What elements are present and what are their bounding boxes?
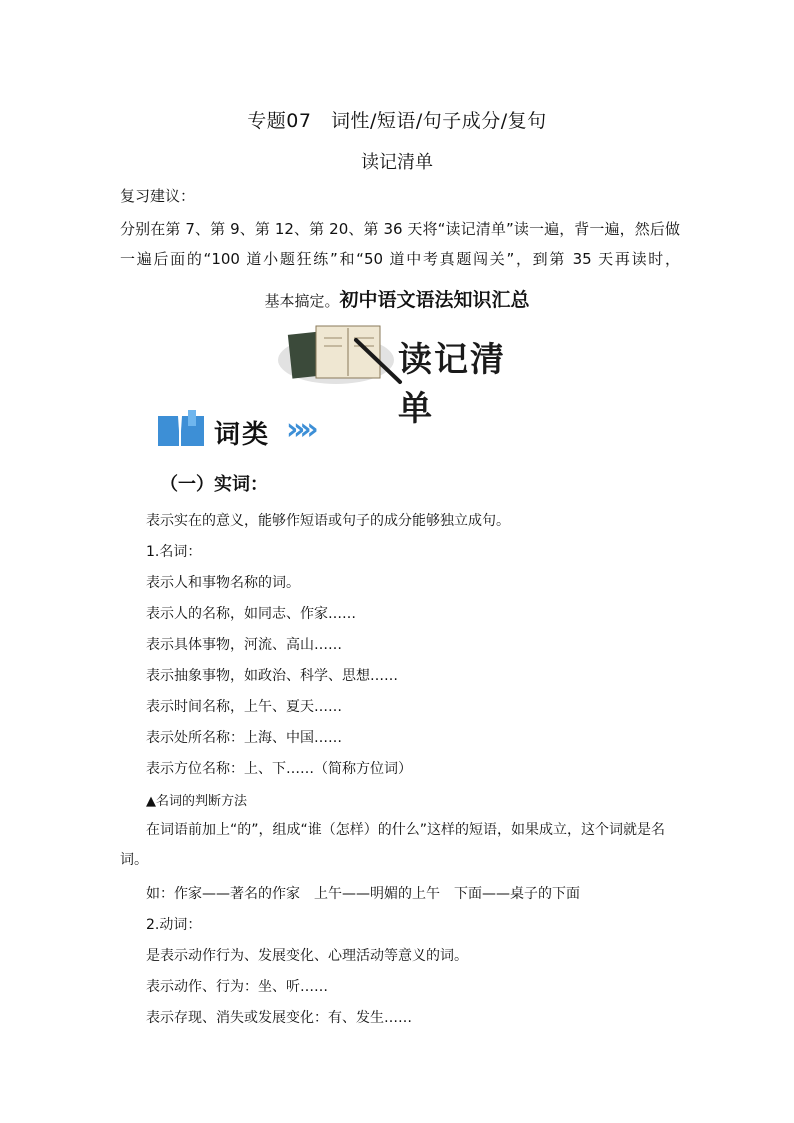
book-icon xyxy=(156,410,206,450)
paragraph xyxy=(120,815,674,875)
text-line: 表示存现、消失或发展变化：有、发生…… xyxy=(146,1010,412,1026)
banner xyxy=(276,316,540,429)
page-subtitle: 读记清单 xyxy=(361,152,433,173)
text-line: 表示具体事物，河流、高山…… xyxy=(146,637,342,653)
advice-body: 分别在第 7、第 9、第 12、第 20、第 36 天将“读记清单”读一遍，背一遍，然后做一遍后面的“100 道小题狂练”和“50 道中考真题闯关”，到第 35 天再读时， xyxy=(120,220,680,268)
text-line: 2.动词： xyxy=(146,917,202,933)
text-line: ▲名词的判断方法 xyxy=(146,794,247,809)
text-line: 表示抽象事物，如政治、科学、思想…… xyxy=(146,668,398,684)
subsection-title: （一）实词： xyxy=(160,474,268,495)
text-line: 是表示动作行为、发展变化、心理活动等意义的词。 xyxy=(146,948,468,964)
paragraph-text: 在词语前加上“的”，组成“谁（怎样）的什么”这样的短语，如果成立，这个词就是名词。 xyxy=(120,822,666,868)
summary-heading: 初中语文语法知识汇总 xyxy=(339,289,530,311)
text-line: 表示人的名称，如同志、作家…… xyxy=(146,606,356,622)
banner-title: 读记清单 xyxy=(398,340,506,429)
book-brush-illustration xyxy=(276,316,406,390)
advice-end xyxy=(0,285,794,312)
text-line: 表示处所名称：上海、中国…… xyxy=(146,730,342,746)
advice-end-text: 基本搞定。 xyxy=(264,292,340,310)
text-line: 表示人和事物名称的词。 xyxy=(146,575,300,591)
text-line: 1.名词： xyxy=(146,544,202,560)
page-title: 专题07 词性/短语/句子成分/复句 xyxy=(247,110,547,132)
section-title: 词类 xyxy=(214,420,271,450)
text-line: 表示时间名称，上午、夏天…… xyxy=(146,699,342,715)
section-header xyxy=(156,408,376,454)
chevron-right-icon: »» xyxy=(286,412,313,447)
text-line: 如：作家——著名的作家 上午——明媚的上午 下面——桌子的下面 xyxy=(146,886,580,902)
text-line: 表示动作、行为：坐、听…… xyxy=(146,979,328,995)
text-line: 表示实在的意义，能够作短语或句子的成分能够独立成句。 xyxy=(146,513,510,529)
text-line: 表示方位名称：上、下……（简称方位词） xyxy=(146,761,412,777)
advice-label: 复习建议： xyxy=(120,187,196,205)
